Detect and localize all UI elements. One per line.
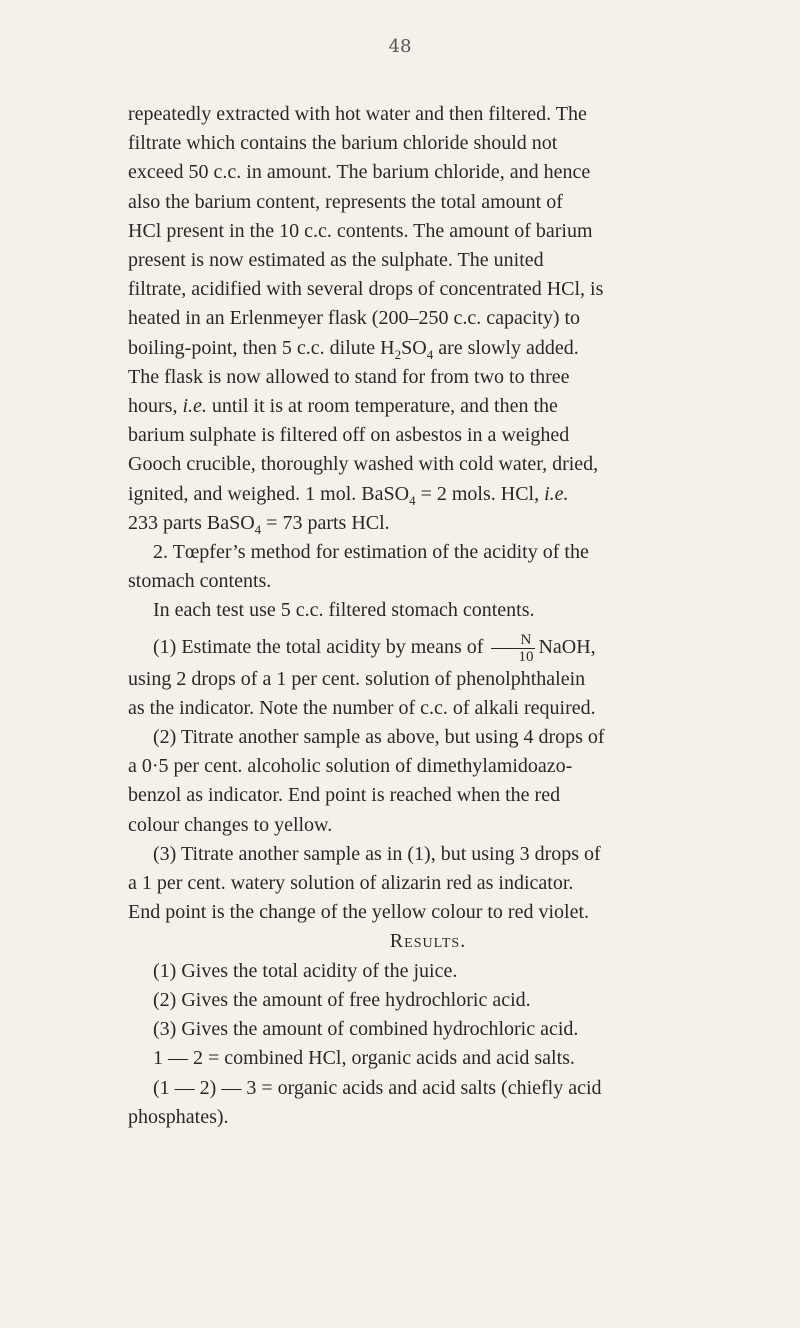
step-2-line: benzol as indicator. End point is reached when the red	[128, 784, 561, 807]
text-span: (1) Estimate the total acidity by means of	[153, 635, 484, 658]
text-span: 233 parts BaSO	[128, 511, 255, 534]
paragraph-line: present is now estimated as the sulphate. The united	[128, 249, 544, 272]
paragraph-line: filtrate, acidified with several drops of concentrated HCl, is	[128, 278, 604, 301]
result-line: (2) Gives the amount of free hydrochloric acid.	[153, 988, 531, 1011]
text-span: until it is at room temperature, and then the	[206, 395, 558, 418]
paragraph-line: exceed 50 c.c. in amount. The barium chloride, and hence	[128, 161, 591, 184]
italic-ie: i.e.	[182, 395, 207, 418]
step-3-line: (3) Titrate another sample as in (1), but using 3 drops of	[153, 842, 601, 865]
text-span: = 2 mols. HCl,	[415, 482, 545, 505]
result-line: (1) Gives the total acidity of the juice.	[153, 959, 458, 982]
paragraph-line	[128, 334, 728, 363]
step-3-line: End point is the change of the yellow colour to red violet.	[128, 901, 589, 924]
text-span: NaOH,	[538, 635, 596, 658]
result-line: (1 — 2) — 3 = organic acids and acid salts (chiefly acid	[153, 1076, 602, 1099]
step-2-line: (2) Titrate another sample as above, but using 4 drops of	[153, 726, 605, 749]
section-2-line: stomach contents.	[128, 570, 272, 593]
fraction-denominator: 10	[518, 648, 534, 665]
italic-ie: i.e.	[544, 482, 569, 505]
paragraph-line: also the barium content, represents the total amount of	[128, 190, 563, 213]
page-body	[128, 100, 728, 1132]
text-span: SO	[401, 336, 427, 359]
paragraph-line	[128, 480, 728, 509]
step-1-line: using 2 drops of a 1 per cent. solution of phenolphthalein	[128, 667, 586, 690]
text-span: boiling-point, then 5 c.c. dilute H	[128, 336, 395, 359]
paragraph-line: repeatedly extracted with hot water and then filtered. The	[128, 103, 587, 125]
fraction-n-over-10	[491, 632, 535, 665]
paragraph-line: filtrate which contains the barium chloride should not	[128, 132, 558, 155]
section-2-line: In each test use 5 c.c. filtered stomach contents.	[153, 599, 535, 622]
subscript-2: 2	[394, 346, 402, 362]
section-2-line: 2. Tœpfer’s method for estimation of the acidity of the	[153, 541, 589, 564]
result-line: phosphates).	[128, 1105, 229, 1128]
step-1-line: as the indicator. Note the number of c.c. of alkali required.	[128, 696, 596, 719]
paragraph-line: HCl present in the 10 c.c. contents. The amount of barium	[128, 219, 593, 242]
results-heading: Results.	[389, 930, 467, 953]
step-2-line: a 0·5 per cent. alcoholic solution of dimethylamidoazo-	[128, 755, 573, 778]
subscript-4: 4	[426, 346, 434, 362]
paragraph-line: barium sulphate is filtered off on asbestos in a weighed	[128, 424, 570, 447]
page-number: 48	[388, 36, 412, 57]
subscript-4: 4	[254, 521, 262, 537]
text-span: ignited, and weighed. 1 mol. BaSO	[128, 482, 410, 505]
result-line: 1 — 2 = combined HCl, organic acids and acid salts.	[153, 1047, 575, 1070]
text-span: = 73 parts HCl.	[261, 511, 390, 534]
text-span: are slowly added.	[433, 336, 579, 359]
paragraph-line	[128, 392, 728, 421]
subscript-4: 4	[409, 492, 416, 508]
step-1-line	[128, 632, 728, 665]
paragraph-line: The flask is now allowed to stand for from two to three	[128, 365, 570, 388]
step-3-line: a 1 per cent. watery solution of alizarin red as indicator.	[128, 872, 574, 895]
paragraph-line: heated in an Erlenmeyer flask (200–250 c.c. capacity) to	[128, 307, 581, 330]
result-line: (3) Gives the amount of combined hydrochloric acid.	[153, 1018, 579, 1041]
paragraph-line: Gooch crucible, thoroughly washed with cold water, dried,	[128, 453, 599, 476]
step-2-line: colour changes to yellow.	[128, 813, 333, 836]
fraction-numerator: N	[491, 632, 535, 649]
text-span: hours,	[128, 395, 183, 418]
paragraph-line	[128, 509, 728, 538]
